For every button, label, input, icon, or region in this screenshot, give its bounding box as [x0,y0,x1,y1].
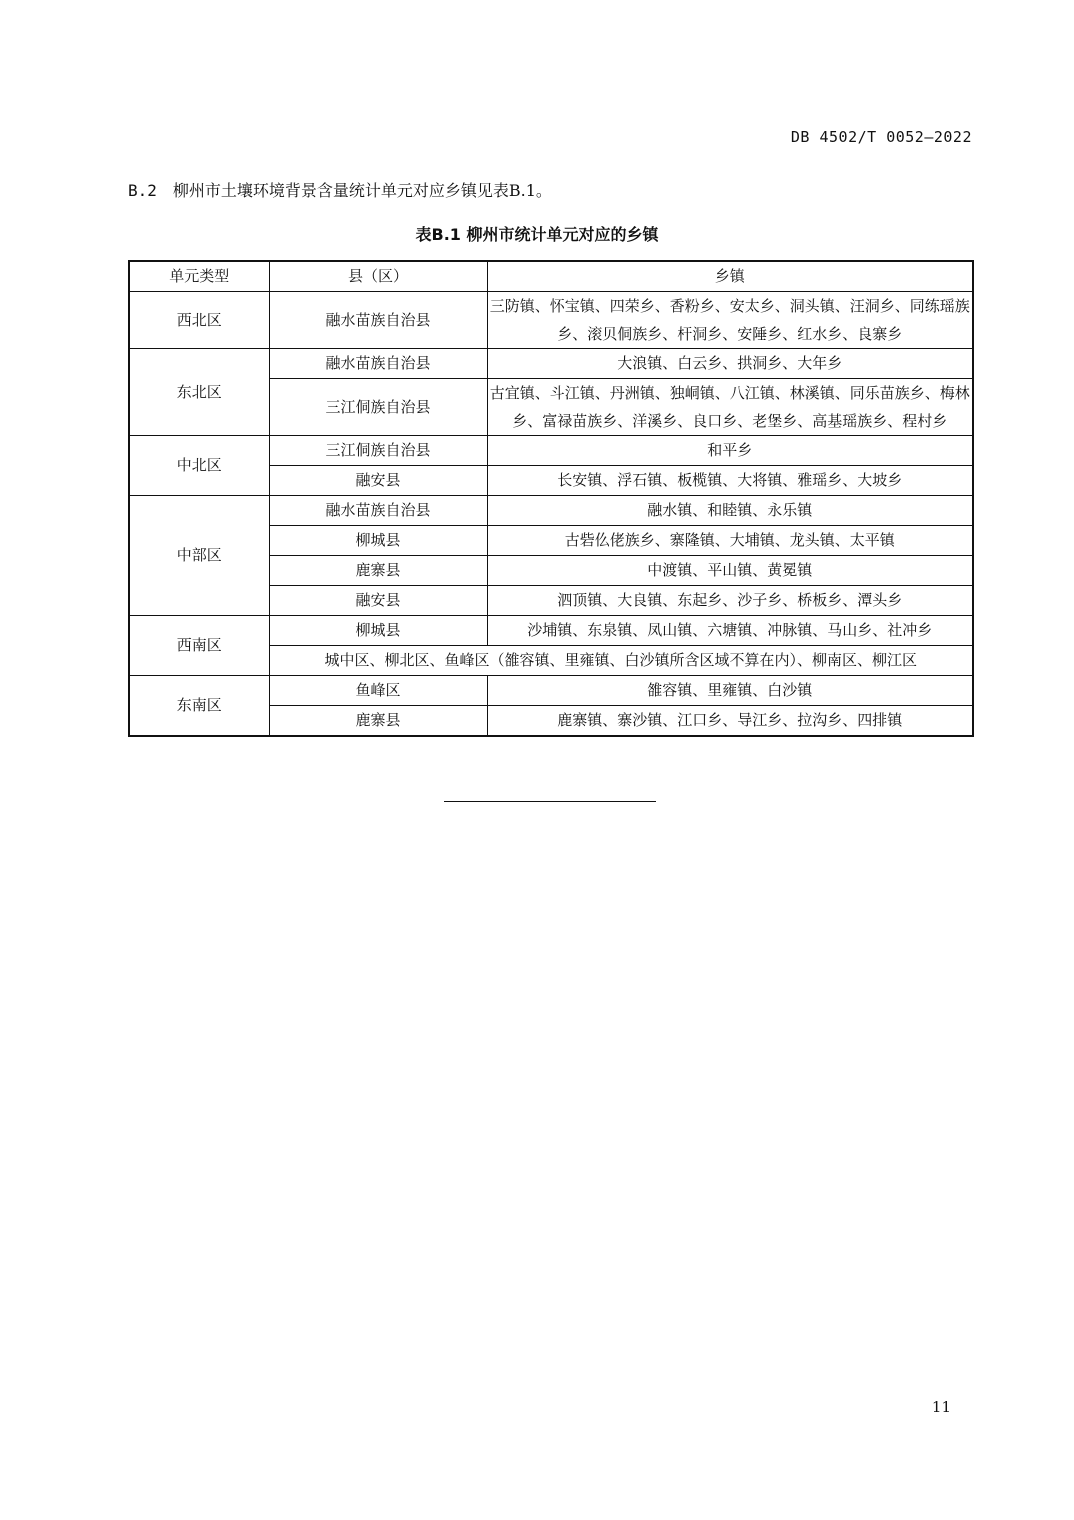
table-header-row [129,261,973,292]
unit-cell: 中北区 [129,436,269,496]
unit-cell: 中部区 [129,496,269,616]
merged-county-towns-cell: 城中区、柳北区、鱼峰区（雒容镇、里雍镇、白沙镇所含区域不算在内）、柳南区、柳江区 [269,646,973,676]
towns-cell: 大浪镇、白云乡、拱洞乡、大年乡 [487,349,973,379]
county-cell: 鱼峰区 [269,676,487,706]
county-cell: 三江侗族自治县 [269,379,487,436]
table-row [129,676,973,706]
towns-cell: 长安镇、浮石镇、板榄镇、大将镇、雅瑶乡、大坡乡 [487,466,973,496]
page-number: 11 [931,1398,951,1416]
towns-cell: 中渡镇、平山镇、黄冕镇 [487,556,973,586]
towns-cell: 泗顶镇、大良镇、东起乡、沙子乡、桥板乡、潭头乡 [487,586,973,616]
county-cell: 柳城县 [269,526,487,556]
header-unit-type: 单元类型 [129,261,269,292]
county-cell: 柳城县 [269,616,487,646]
towns-cell: 古宜镇、斗江镇、丹洲镇、独峒镇、八江镇、林溪镇、同乐苗族乡、梅林乡、富禄苗族乡、洋溪乡、良口乡、老堡乡、高基瑶族乡、程村乡 [487,379,973,436]
towns-table [128,260,974,737]
towns-cell: 鹿寨镇、寨沙镇、江口乡、导江乡、拉沟乡、四排镇 [487,706,973,737]
county-cell: 融水苗族自治县 [269,496,487,526]
towns-cell: 融水镇、和睦镇、永乐镇 [487,496,973,526]
header-county: 县（区） [269,261,487,292]
section-number: B.2 [128,181,157,200]
table-row [129,436,973,466]
section-text: 柳州市土壤环境背景含量统计单元对应乡镇见表B.1。 [172,181,552,200]
towns-cell: 雒容镇、里雍镇、白沙镇 [487,676,973,706]
table-row [129,616,973,646]
county-cell: 三江侗族自治县 [269,436,487,466]
table-caption: 表B.1 柳州市统计单元对应的乡镇 [415,225,659,244]
towns-cell: 沙埔镇、东泉镇、凤山镇、六塘镇、冲脉镇、马山乡、社冲乡 [487,616,973,646]
county-cell: 融水苗族自治县 [269,292,487,349]
county-cell: 鹿寨县 [269,556,487,586]
end-rule [444,801,656,802]
county-cell: 融安县 [269,586,487,616]
unit-cell: 西南区 [129,616,269,676]
county-cell: 融水苗族自治县 [269,349,487,379]
standard-code: DB 4502/T 0052—2022 [790,128,972,146]
towns-cell: 和平乡 [487,436,973,466]
towns-cell: 古砦仫佬族乡、寨隆镇、大埔镇、龙头镇、太平镇 [487,526,973,556]
table-row [129,292,973,349]
county-cell: 鹿寨县 [269,706,487,737]
towns-cell: 三防镇、怀宝镇、四荣乡、香粉乡、安太乡、洞头镇、汪洞乡、同练瑶族乡、滚贝侗族乡、杆洞乡、安陲乡、红水乡、良寨乡 [487,292,973,349]
section-paragraph [128,178,552,201]
unit-cell: 东南区 [129,676,269,737]
header-towns: 乡镇 [487,261,973,292]
table-row [129,349,973,379]
table-row [129,496,973,526]
unit-cell: 西北区 [129,292,269,349]
county-cell: 融安县 [269,466,487,496]
unit-cell: 东北区 [129,349,269,436]
